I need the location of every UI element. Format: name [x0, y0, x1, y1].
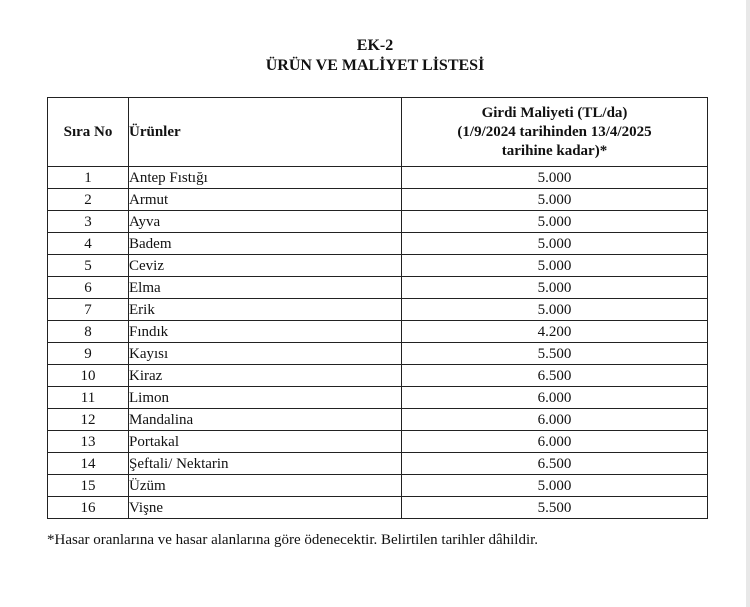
row-product: Fındık [129, 321, 402, 343]
row-product: Ayva [129, 211, 402, 233]
table-row [48, 277, 708, 299]
row-cost: 5.000 [402, 299, 708, 321]
row-product: Üzüm [129, 475, 402, 497]
row-no: 9 [48, 343, 129, 365]
row-no: 1 [48, 167, 129, 189]
row-no: 14 [48, 453, 129, 475]
row-no: 16 [48, 497, 129, 519]
row-no: 6 [48, 277, 129, 299]
table-row [48, 409, 708, 431]
row-no: 7 [48, 299, 129, 321]
row-product: Portakal [129, 431, 402, 453]
row-product: Vişne [129, 497, 402, 519]
table-row [48, 431, 708, 453]
table-row [48, 189, 708, 211]
table-row [48, 211, 708, 233]
row-cost: 5.000 [402, 233, 708, 255]
row-no: 11 [48, 387, 129, 409]
header-no: Sıra No [48, 98, 129, 167]
row-product: Kiraz [129, 365, 402, 387]
header-cost-line1: Girdi Maliyeti (TL/da) [481, 104, 628, 121]
table-row [48, 321, 708, 343]
header-cost-line2: (1/9/2024 tarihinden 13/4/2025 [457, 123, 652, 140]
row-product: Antep Fıstığı [129, 167, 402, 189]
row-product: Ceviz [129, 255, 402, 277]
row-product: Şeftali/ Nektarin [129, 453, 402, 475]
row-product: Elma [129, 277, 402, 299]
row-product: Mandalina [129, 409, 402, 431]
table-row [48, 299, 708, 321]
row-cost: 6.000 [402, 431, 708, 453]
row-cost: 6.000 [402, 409, 708, 431]
table-row [48, 255, 708, 277]
row-product: Armut [129, 189, 402, 211]
table-row [48, 233, 708, 255]
table-row [48, 343, 708, 365]
row-cost: 5.000 [402, 255, 708, 277]
row-cost: 5.000 [402, 277, 708, 299]
table-row [48, 387, 708, 409]
row-cost: 5.000 [402, 167, 708, 189]
table-row [48, 453, 708, 475]
row-no: 2 [48, 189, 129, 211]
row-cost: 5.000 [402, 189, 708, 211]
row-no: 10 [48, 365, 129, 387]
row-product: Erik [129, 299, 402, 321]
row-cost: 6.500 [402, 365, 708, 387]
row-no: 4 [48, 233, 129, 255]
row-cost: 5.000 [402, 211, 708, 233]
row-no: 13 [48, 431, 129, 453]
footnote: *Hasar oranlarına ve hasar alanlarına göre ödenecektir. Belirtilen tarihler dâhildir. [47, 532, 539, 548]
header-cost-line3: tarihine kadar)* [501, 142, 608, 159]
header-product: Ürünler [129, 98, 402, 167]
row-cost: 5.500 [402, 497, 708, 519]
row-no: 15 [48, 475, 129, 497]
row-product: Badem [129, 233, 402, 255]
header-cost [402, 98, 708, 167]
row-no: 8 [48, 321, 129, 343]
table-row [48, 497, 708, 519]
page-title: ÜRÜN VE MALİYET LİSTESİ [265, 57, 485, 74]
row-cost: 5.500 [402, 343, 708, 365]
row-cost: 5.000 [402, 475, 708, 497]
row-cost: 6.500 [402, 453, 708, 475]
row-cost: 4.200 [402, 321, 708, 343]
table-row [48, 167, 708, 189]
table-row [48, 475, 708, 497]
document-header [0, 36, 750, 76]
row-product: Limon [129, 387, 402, 409]
row-cost: 6.000 [402, 387, 708, 409]
row-product: Kayısı [129, 343, 402, 365]
row-no: 12 [48, 409, 129, 431]
page-edge-shadow [746, 0, 750, 607]
row-no: 3 [48, 211, 129, 233]
table-header-row [48, 98, 708, 167]
annex-label: EK-2 [356, 37, 394, 54]
product-cost-table [47, 97, 708, 519]
table-row [48, 365, 708, 387]
row-no: 5 [48, 255, 129, 277]
